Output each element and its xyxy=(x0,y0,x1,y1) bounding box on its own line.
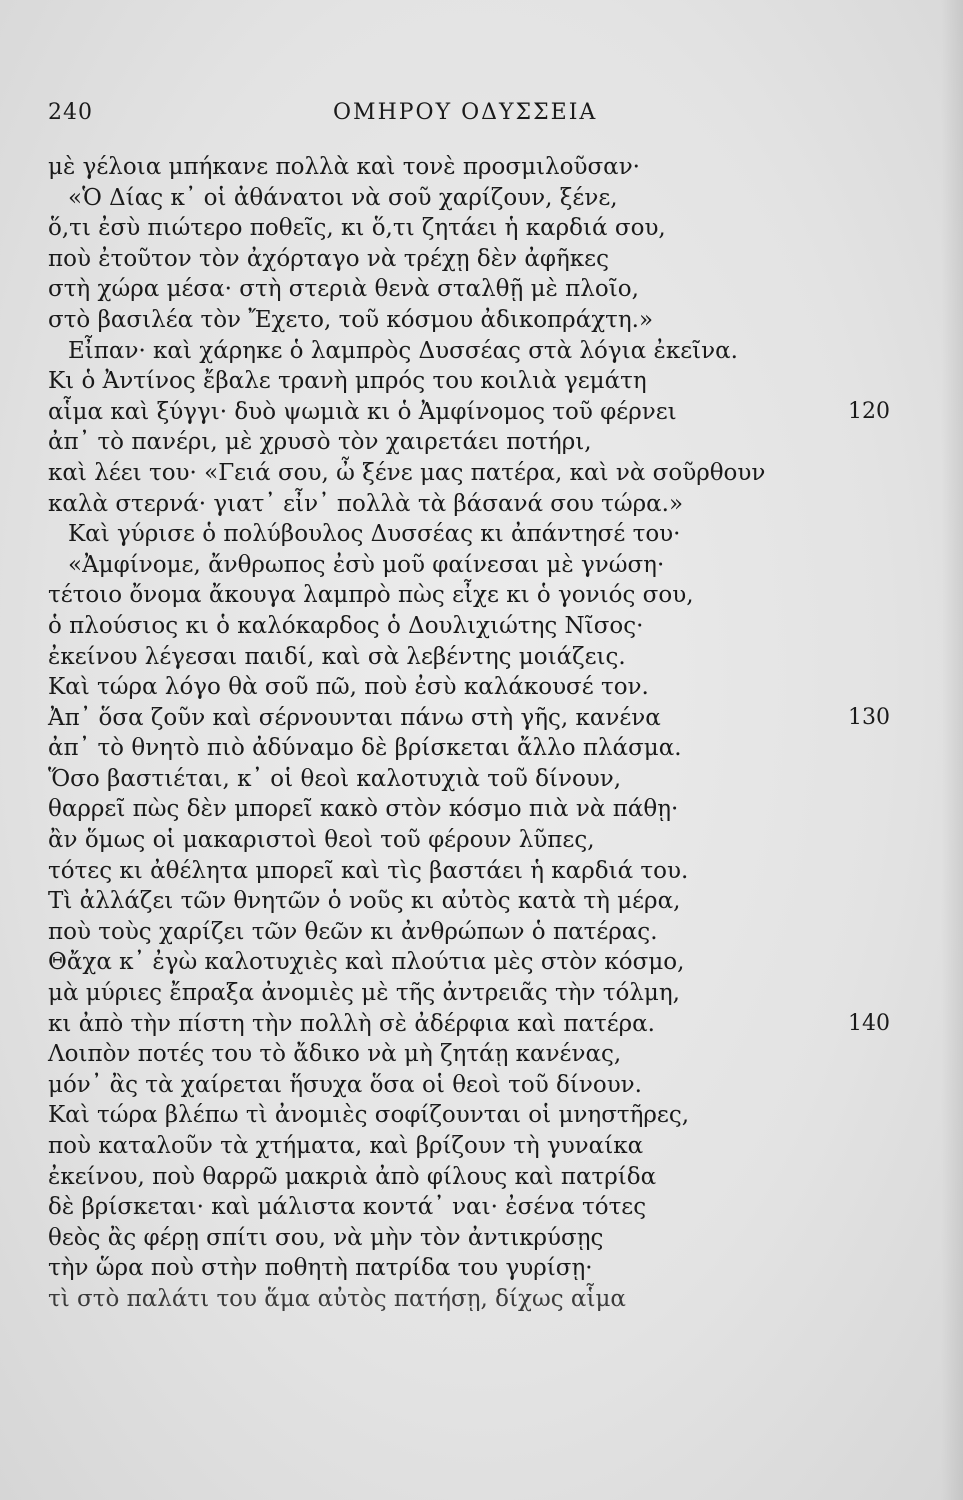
verse-line xyxy=(48,642,928,673)
verse-line-text: ἀπ᾽ τὸ θνητὸ πιὸ ἀδύναμο δὲ βρίσκεται ἄλλο πλάσμα. xyxy=(48,735,682,762)
verse-line-text: Λοιπὸν ποτές του τὸ ἄδικο νὰ μὴ ζητάῃ κανένας, xyxy=(48,1041,622,1068)
verse-line-text: ποὺ τοὺς χαρίζει τῶν θεῶν κι ἀνθρώπων ὁ πατέρας. xyxy=(48,918,658,945)
verse-block xyxy=(48,152,928,1315)
verse-line xyxy=(48,580,928,611)
verse-line-text: μὲ γέλοια μπήκανε πολλὰ καὶ τονὲ προσμιλοῦσαν· xyxy=(48,154,640,180)
verse-line xyxy=(48,1039,928,1070)
verse-line xyxy=(48,519,928,550)
verse-line xyxy=(48,917,928,948)
verse-line-text: τὶ στὸ παλάτι του ἅμα αὐτὸς πατήσῃ, δίχως αἷμα xyxy=(48,1285,626,1312)
verse-line xyxy=(48,947,928,978)
verse-line-text: Ὅσο βαστιέται, κ᾽ οἱ θεοὶ καλοτυχιὰ τοῦ δίνουν, xyxy=(48,765,622,792)
verse-line-text: τὴν ὥρα ποὺ στὴν ποθητὴ πατρίδα του γυρίσῃ· xyxy=(48,1255,593,1282)
verse-line xyxy=(48,366,928,397)
verse-line-text: Θἄχα κ᾽ ἐγὼ καλοτυχιὲς καὶ πλούτια μὲς στὸν κόσμο, xyxy=(48,949,685,976)
verse-line-text: Κι ὁ Ἀντίνος ἔβαλε τρανὴ μπρός του κοιλιὰ γεμάτη xyxy=(48,368,647,395)
verse-line-text: ὁ πλούσιος κι ὁ καλόκαρδος ὁ Δουλιχιώτης Νῖσος· xyxy=(48,612,644,639)
verse-line-text: ἐκείνου λέγεσαι παιδί, καὶ σὰ λεβέντης μοιάζεις. xyxy=(48,643,626,670)
verse-line-text: μὰ μύριες ἔπραξα ἀνομιὲς μὲ τῆς ἀντρειᾶς τὴν τόλμη, xyxy=(48,980,680,1007)
verse-line xyxy=(48,703,928,734)
verse-line xyxy=(48,1223,928,1254)
verse-line xyxy=(48,244,928,275)
verse-line-text: μόν᾽ ἂς τὰ χαίρεται ἥσυχα ὅσα οἱ θεοὶ τοῦ δίνουν. xyxy=(48,1071,642,1098)
verse-line xyxy=(48,213,928,244)
verse-line xyxy=(48,489,928,520)
verse-line-text: Εἶπαν· καὶ χάρηκε ὁ λαμπρὸς Δυσσέας στὰ λόγια ἐκεῖνα. xyxy=(68,337,738,364)
verse-line-text: Καὶ γύρισε ὁ πολύβουλος Δυσσέας κι ἀπάντησέ του· xyxy=(68,521,681,548)
line-number: 140 xyxy=(848,1010,890,1036)
verse-line xyxy=(48,336,928,367)
verse-line xyxy=(48,550,928,581)
verse-line-text: «Ὁ Δίας κ᾽ οἱ ἀθάνατοι νὰ σοῦ χαρίζουν, ξένε, xyxy=(68,184,618,211)
verse-line xyxy=(48,1253,928,1284)
verse-line xyxy=(48,1284,928,1315)
verse-line xyxy=(48,458,928,489)
verse-line-text: ἐκείνου, ποὺ θαρρῶ μακριὰ ἀπὸ φίλους καὶ πατρίδα xyxy=(48,1163,657,1190)
verse-line-text: καὶ λέει του· «Γειά σου, ὦ ξένε μας πατέρα, καὶ νὰ σοῦρθουν xyxy=(48,459,766,486)
verse-line xyxy=(48,825,928,856)
verse-line-text: αἷμα καὶ ξύγγι· δυὸ ψωμιὰ κι ὁ Ἀμφίνομος τοῦ φέρνει xyxy=(48,398,677,425)
verse-line xyxy=(48,764,928,795)
verse-line-text: κι ἀπὸ τὴν πίστη τὴν πολλὴ σὲ ἀδέρφια καὶ πατέρα. xyxy=(48,1010,655,1037)
verse-line-text: θεὸς ἂς φέρῃ σπίτι σου, νὰ μὴν τὸν ἀντικρύσῃς xyxy=(48,1224,604,1251)
verse-line xyxy=(48,1009,928,1040)
verse-line-text: ὅ,τι ἐσὺ πιώτερο ποθεῖς, κι ὅ,τι ζητάει ἡ καρδιά σου, xyxy=(48,215,666,242)
verse-line-text: Ἀπ᾽ ὅσα ζοῦν καὶ σέρνουνται πάνω στὴ γῆς, κανένα xyxy=(48,704,661,731)
verse-line-text: «Ἀμφίνομε, ἄνθρωπος ἐσὺ μοῦ φαίνεσαι μὲ γνώση· xyxy=(68,551,665,578)
verse-line-text: Καὶ τώρα λόγο θὰ σοῦ πῶ, ποὺ ἐσὺ καλάκουσέ τον. xyxy=(48,674,649,701)
line-number: 120 xyxy=(848,398,890,424)
verse-line xyxy=(48,274,928,305)
verse-line xyxy=(48,397,928,428)
verse-line-text: ποὺ ἐτοῦτον τὸν ἀχόρταγο νὰ τρέχῃ δὲν ἀφῆκες xyxy=(48,245,609,272)
verse-line-text: ποὺ καταλοῦν τὰ χτήματα, καὶ βρίζουν τὴ γυναίκα xyxy=(48,1133,644,1159)
verse-line-text: ἂν ὅμως οἱ μακαριστοὶ θεοὶ τοῦ φέρουν λῦπες, xyxy=(48,827,595,854)
page-number: 240 xyxy=(48,100,93,125)
verse-line-text: Τὶ ἀλλάζει τῶν θνητῶν ὁ νοῦς κι αὐτὸς κατὰ τὴ μέρα, xyxy=(48,888,681,915)
verse-line xyxy=(48,1131,928,1162)
verse-line-text: Καὶ τώρα βλέπω τὶ ἀνομιὲς σοφίζουνται οἱ μνηστῆρες, xyxy=(48,1102,690,1129)
page-edge-shadow xyxy=(941,0,963,1500)
verse-line xyxy=(48,1100,928,1131)
page-header xyxy=(48,96,908,136)
verse-line xyxy=(48,978,928,1009)
verse-line xyxy=(48,733,928,764)
verse-line xyxy=(48,427,928,458)
verse-line xyxy=(48,1162,928,1193)
verse-line xyxy=(48,611,928,642)
verse-line-text: στὴ χώρα μέσα· στὴ στεριὰ θενὰ σταλθῇ μὲ πλοῖο, xyxy=(48,276,639,303)
verse-line-text: τέτοιο ὄνομα ἄκουγα λαμπρὸ πὼς εἶχε κι ὁ γονιός σου, xyxy=(48,582,694,609)
line-number: 130 xyxy=(848,704,890,730)
running-title: ΟΜΗΡΟΥ ΟΔΥΣΣΕΙΑ xyxy=(333,100,598,125)
verse-line xyxy=(48,305,928,336)
verse-line xyxy=(48,1070,928,1101)
verse-line xyxy=(48,1192,928,1223)
verse-line-text: καλὰ στερνά· γιατ᾽ εἶν᾽ πολλὰ τὰ βάσανά σου τώρα.» xyxy=(48,490,684,517)
verse-line-text: δὲ βρίσκεται· καὶ μάλιστα κοντά᾽ ναι· ἐσένα τότες xyxy=(48,1194,647,1221)
verse-line-text: στὸ βασιλέα τὸν Ἔχετο, τοῦ κόσμου ἀδικοπράχτη.» xyxy=(48,306,654,333)
verse-line xyxy=(48,152,928,183)
verse-line xyxy=(48,794,928,825)
verse-line-text: ἀπ᾽ τὸ πανέρι, μὲ χρυσὸ τὸν χαιρετάει ποτήρι, xyxy=(48,429,592,456)
verse-line xyxy=(48,886,928,917)
verse-line xyxy=(48,856,928,887)
verse-line-text: τότες κι ἀθέλητα μπορεῖ καὶ τὶς βαστάει ἡ καρδιά του. xyxy=(48,857,689,884)
verse-line-text: θαρρεῖ πὼς δὲν μπορεῖ κακὸ στὸν κόσμο πιὰ νὰ πάθῃ· xyxy=(48,796,679,823)
verse-line xyxy=(48,183,928,214)
verse-line xyxy=(48,672,928,703)
